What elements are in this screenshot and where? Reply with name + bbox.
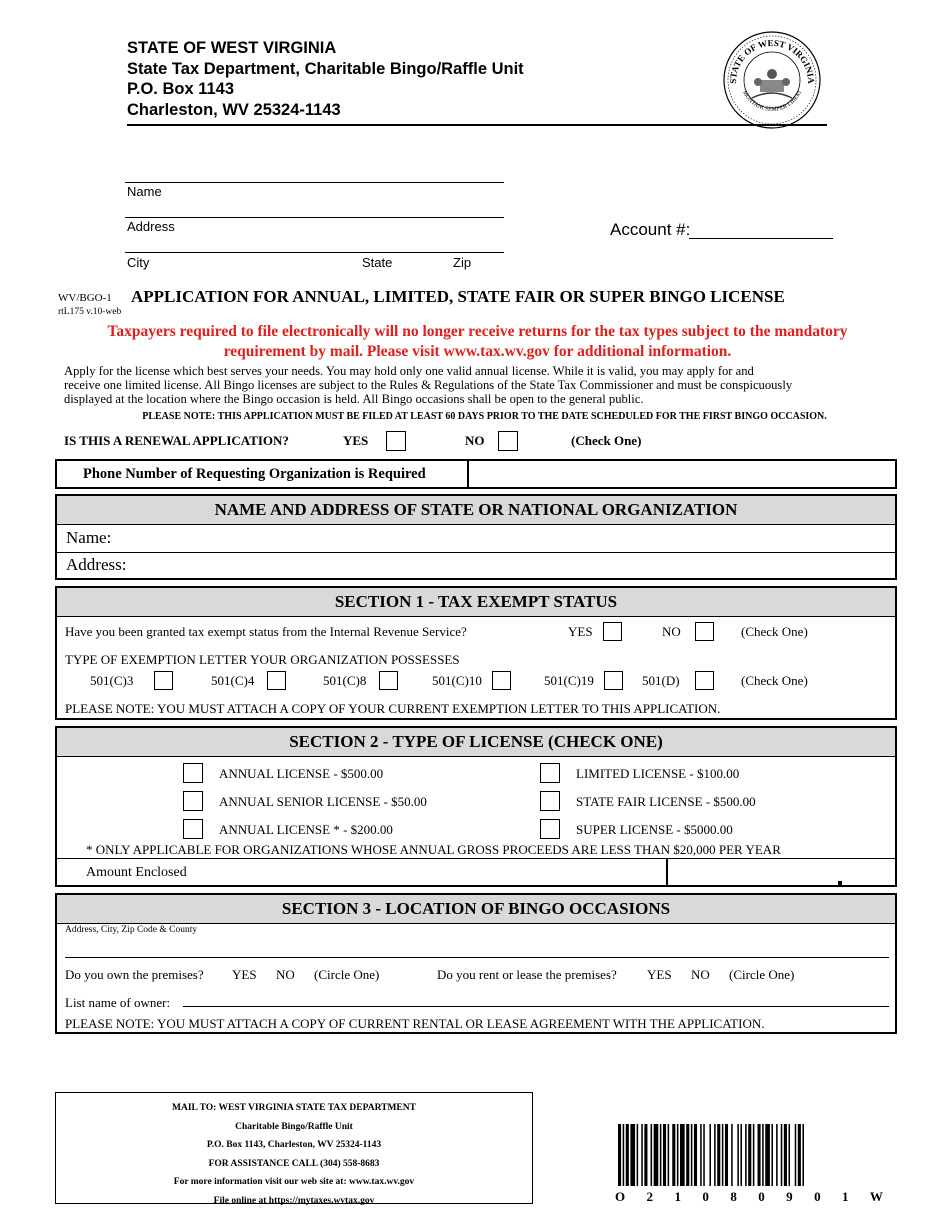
exempt-yes-checkbox[interactable]	[603, 622, 622, 641]
rent-no[interactable]: NO	[691, 967, 710, 982]
type-501c10-label: 501(C)10	[432, 673, 482, 688]
barcode-bar	[644, 1124, 647, 1186]
type-501c3-checkbox[interactable]	[154, 671, 173, 690]
phone-label: Phone Number of Requesting Organization is Required	[83, 466, 426, 482]
barcode-bar	[725, 1124, 728, 1186]
barcode-char: 1	[674, 1189, 681, 1204]
mail-to-line3: P.O. Box 1143, Charleston, WV 25324-1143	[206, 1140, 382, 1150]
exempt-check-one: (Check One)	[741, 624, 808, 639]
barcode-bar	[802, 1124, 804, 1186]
type-501c19-label: 501(C)19	[544, 673, 594, 688]
intro-line1: Apply for the license which best serves your needs. You may hold only one valid annual license. While it is valid, you may apply for and	[64, 364, 754, 378]
barcode-bar	[709, 1124, 711, 1186]
account-label: Account #:	[610, 220, 691, 239]
barcode-bar	[630, 1124, 635, 1186]
rent-circle-one: (Circle One)	[729, 967, 795, 982]
agency-city: Charleston, WV 25324-1143	[127, 100, 341, 119]
type-501c8-checkbox[interactable]	[379, 671, 398, 690]
barcode-bar	[795, 1124, 797, 1186]
state-fair-license-checkbox[interactable]	[540, 791, 560, 811]
type-501d-label: 501(D)	[642, 673, 680, 688]
barcode-bar	[789, 1124, 791, 1186]
renewal-question: IS THIS A RENEWAL APPLICATION?	[64, 433, 289, 448]
owner-name-field[interactable]	[183, 1006, 889, 1007]
phone-label-box	[55, 459, 469, 489]
own-question: Do you own the premises?	[65, 967, 204, 982]
barcode-char: 0	[814, 1189, 821, 1204]
address-label: Address	[127, 219, 175, 234]
state-seal-icon	[722, 30, 822, 130]
org-name-field[interactable]	[57, 552, 895, 553]
limited-license-checkbox[interactable]	[540, 763, 560, 783]
name-line[interactable]	[125, 217, 504, 218]
account-field[interactable]	[689, 238, 833, 239]
barcode-bar	[637, 1124, 639, 1186]
barcode-bar	[762, 1124, 764, 1186]
barcode-bar	[686, 1124, 689, 1186]
barcode-char: 1	[842, 1189, 849, 1204]
zip-label: Zip	[453, 255, 472, 270]
type-501c4-label: 501(C)4	[211, 673, 255, 688]
barcode-bar	[703, 1124, 705, 1186]
mail-to-box	[55, 1092, 533, 1204]
agency-header	[127, 38, 524, 120]
state-label: State	[362, 255, 393, 270]
barcode-bar	[677, 1124, 679, 1186]
filing-deadline-note: PLEASE NOTE: THIS APPLICATION MUST BE FILED AT LEAST 60 DAYS PRIOR TO THE DATE SCHEDULED FOR THE FIRST BINGO OCCASION.	[142, 411, 827, 422]
barcode-bar	[714, 1124, 716, 1186]
location-address-field[interactable]	[65, 957, 889, 958]
mail-to-lines	[56, 1099, 532, 1210]
barcode-bar	[691, 1124, 693, 1186]
location-address-label: Address, City, Zip Code & County	[65, 925, 198, 935]
intro-line3: displayed at the location where the Bingo occasion is held. All Bingo occasions shall be open to the general public.	[64, 392, 644, 407]
section2	[55, 726, 897, 887]
mail-to-line6: File online at https://mytaxes.wvtax.gov	[213, 1195, 375, 1206]
barcode-bar	[781, 1124, 783, 1186]
barcode-char: 8	[730, 1189, 737, 1204]
barcode-bar	[663, 1124, 666, 1186]
rent-question: Do you rent or lease the premises?	[437, 967, 617, 982]
section1	[55, 586, 897, 720]
owner-name-label: List name of owner:	[65, 995, 171, 1010]
barcode-char: W	[869, 1189, 883, 1204]
exempt-yes-label: YES	[568, 624, 593, 639]
efile-notice-line2: requirement by mail. Please visit www.tax.wv.gov for additional information.	[223, 343, 732, 360]
barcode-bar	[651, 1124, 653, 1186]
efile-notice-line1: Taxpayers required to file electronically will no longer receive returns for the tax types subject to the mandatory	[107, 323, 848, 340]
exempt-question: Have you been granted tax exempt status from the Internal Revenue Service?	[65, 624, 467, 639]
barcode	[618, 1124, 880, 1186]
barcode-bar	[722, 1124, 724, 1186]
barcode-bar	[626, 1124, 629, 1186]
mail-to-line5: For more information visit our web site at: www.tax.wv.gov	[173, 1177, 415, 1187]
barcode-text	[615, 1189, 883, 1205]
lease-agreement-note: PLEASE NOTE: YOU MUST ATTACH A COPY OF CURRENT RENTAL OR LEASE AGREEMENT WITH THE APPLICATION.	[65, 1016, 765, 1031]
annual-license-label: ANNUAL LICENSE - $500.00	[219, 766, 384, 781]
barcode-bar	[641, 1124, 643, 1186]
barcode-bar	[654, 1124, 659, 1186]
renewal-yes-label: YES	[343, 433, 369, 448]
barcode-bar	[784, 1124, 787, 1186]
barcode-bar	[776, 1124, 778, 1186]
barcode-bar	[680, 1124, 685, 1186]
exemption-type-label: TYPE OF EXEMPTION LETTER YOUR ORGANIZATION POSSESSES	[65, 652, 460, 667]
barcode-char: 2	[646, 1189, 654, 1204]
barcode-bar	[771, 1124, 773, 1186]
annual-senior-license-label: ANNUAL SENIOR LICENSE - $50.00	[219, 794, 427, 809]
amount-decimal-point	[838, 881, 842, 885]
seal-title: STATE OF WEST VIRGINIA	[727, 37, 817, 84]
annual-small-license-checkbox[interactable]	[183, 819, 203, 839]
type-501c19-checkbox[interactable]	[604, 671, 623, 690]
exemption-letter-note: PLEASE NOTE: YOU MUST ATTACH A COPY OF YOUR CURRENT EXEMPTION LETTER TO THIS APPLICATION.	[65, 701, 721, 716]
form-title: APPLICATION FOR ANNUAL, LIMITED, STATE FAIR OR SUPER BINGO LICENSE	[131, 287, 785, 306]
type-501d-checkbox[interactable]	[695, 671, 714, 690]
barcode-bar	[618, 1124, 621, 1186]
state-fair-license-label: STATE FAIR LICENSE - $500.00	[576, 794, 756, 809]
efile-notice	[55, 322, 900, 362]
barcode-bar	[740, 1124, 742, 1186]
header-rule	[127, 124, 827, 126]
super-license-label: SUPER LICENSE - $5000.00	[576, 822, 733, 837]
renewal-yes-checkbox[interactable]	[386, 431, 406, 451]
org-name-label: Name:	[66, 528, 112, 547]
barcode-bar	[668, 1124, 670, 1186]
section3-heading: SECTION 3 - LOCATION OF BINGO OCCASIONS	[57, 895, 895, 924]
barcode-bar	[700, 1124, 702, 1186]
own-yes[interactable]: YES	[232, 967, 257, 982]
barcode-bar	[623, 1124, 625, 1186]
type-501c8-label: 501(C)8	[323, 673, 367, 688]
agency-state: STATE OF WEST VIRGINIA	[127, 39, 337, 57]
own-no[interactable]: NO	[276, 967, 295, 982]
mail-to-line4: FOR ASSISTANCE CALL (304) 558-8683	[208, 1158, 380, 1169]
annual-senior-license-checkbox[interactable]	[183, 791, 203, 811]
form-revision: rtL175 v.10-web	[58, 307, 122, 317]
exempt-no-checkbox[interactable]	[695, 622, 714, 641]
mail-to-line1: MAIL TO: WEST VIRGINIA STATE TAX DEPARTMENT	[172, 1103, 416, 1113]
phone-input[interactable]	[467, 459, 897, 489]
barcode-bar	[660, 1124, 662, 1186]
seal-motto: MONTANI SEMPER LIBERI	[740, 89, 804, 113]
address-line[interactable]	[125, 252, 504, 253]
agency-unit: State Tax Department, Charitable Bingo/Raffle Unit	[127, 59, 524, 78]
limited-license-label: LIMITED LICENSE - $100.00	[576, 766, 740, 781]
barcode-char: 0	[702, 1189, 709, 1204]
barcode-bar	[753, 1124, 755, 1186]
barcode-bar	[737, 1124, 739, 1186]
section3	[55, 893, 897, 1034]
exempt-no-label: NO	[662, 624, 681, 639]
barcode-bar	[672, 1124, 675, 1186]
intro-text	[64, 364, 792, 407]
annual-small-license-label: ANNUAL LICENSE * - $200.00	[219, 822, 393, 837]
barcode-char: O	[615, 1189, 626, 1204]
renewal-no-checkbox[interactable]	[498, 431, 518, 451]
annual-license-checkbox[interactable]	[183, 763, 203, 783]
org-address-label: Address:	[66, 555, 127, 574]
section2-heading: SECTION 2 - TYPE OF LICENSE (CHECK ONE)	[57, 728, 895, 757]
amount-enclosed-label: Amount Enclosed	[86, 865, 187, 880]
org-section	[55, 494, 897, 580]
type-501c4-checkbox[interactable]	[267, 671, 286, 690]
form-code: WV/BGO-1	[58, 292, 112, 304]
barcode-bar	[694, 1124, 697, 1186]
amount-enclosed-field[interactable]	[668, 859, 895, 887]
top-rule	[125, 182, 504, 183]
own-circle-one: (Circle One)	[314, 967, 380, 982]
name-label: Name	[127, 184, 162, 199]
type-501c3-label: 501(C)3	[90, 673, 134, 688]
renewal-no-label: NO	[465, 433, 485, 448]
org-heading: NAME AND ADDRESS OF STATE OR NATIONAL ORGANIZATION	[57, 496, 895, 525]
license-footnote: * ONLY APPLICABLE FOR ORGANIZATIONS WHOSE ANNUAL GROSS PROCEEDS ARE LESS THAN $20,000 PER YEAR	[86, 842, 781, 857]
super-license-checkbox[interactable]	[540, 819, 560, 839]
city-label: City	[127, 255, 150, 270]
barcode-bar	[748, 1124, 751, 1186]
barcode-bar	[798, 1124, 801, 1186]
type-check-one: (Check One)	[741, 673, 808, 688]
barcode-bar	[745, 1124, 747, 1186]
agency-pobox: P.O. Box 1143	[127, 80, 235, 98]
section1-heading: SECTION 1 - TAX EXEMPT STATUS	[57, 588, 895, 617]
barcode-bar	[765, 1124, 770, 1186]
barcode-digits	[615, 1189, 883, 1205]
mail-to-line2: Charitable Bingo/Raffle Unit	[235, 1121, 353, 1132]
intro-line2: receive one limited license. All Bingo licenses are subject to the Rules & Regulations of the State Tax Commissioner and must be conspicuously	[64, 378, 793, 393]
renewal-check-one: (Check One)	[571, 433, 642, 448]
barcode-bar	[731, 1124, 733, 1186]
barcode-char: 0	[758, 1189, 765, 1204]
barcode-bar	[717, 1124, 720, 1186]
rent-yes[interactable]: YES	[647, 967, 672, 982]
barcode-char: 9	[786, 1189, 793, 1204]
barcode-bar	[758, 1124, 761, 1186]
type-501c10-checkbox[interactable]	[492, 671, 511, 690]
